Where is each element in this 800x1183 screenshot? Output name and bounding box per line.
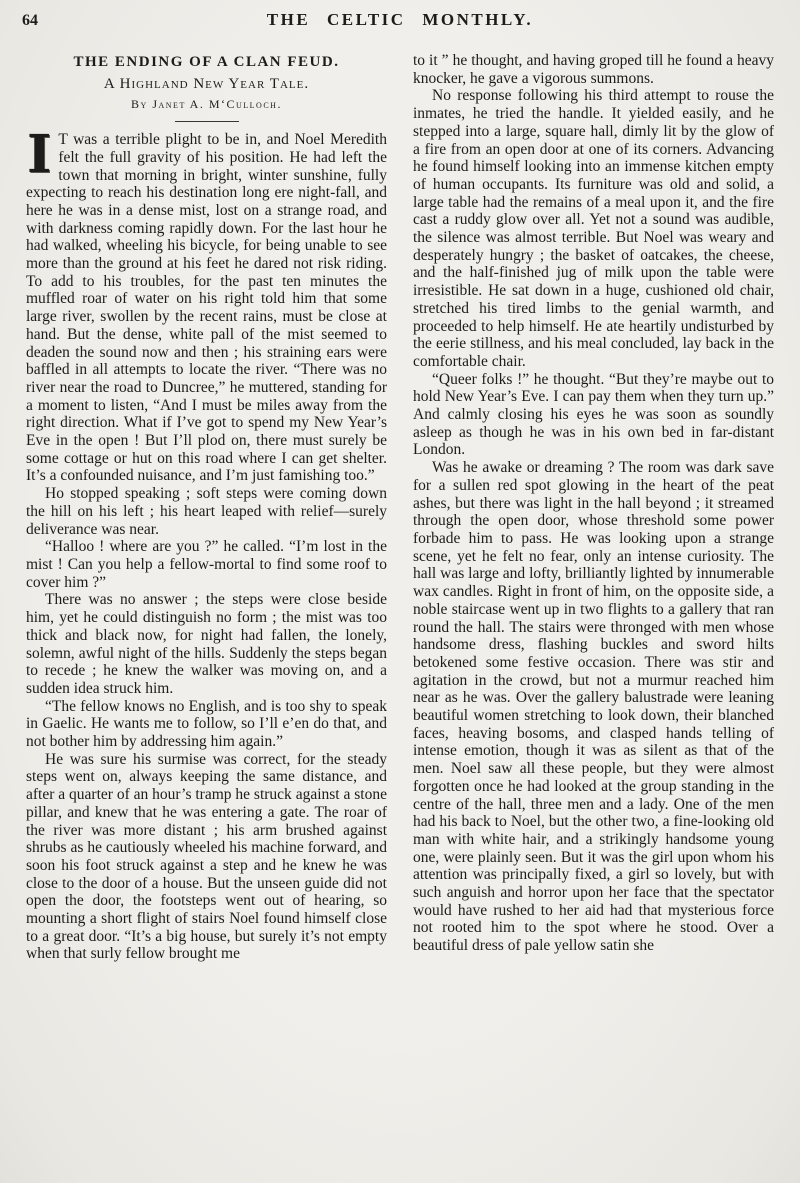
- paragraph: “The fellow knows no English, and is too shy to speak in Gaelic. He wants me to follow, so I’ll e’en do that, and not bother him by addressing him again.”: [26, 697, 387, 751]
- two-column-body: [26, 52, 774, 963]
- paragraph: No response following his third attempt to rouse the inmates, he tried the handle. It yielded easily, and he stepped into a large, square hall, dimly lit by the glow of a fire from an open door at one of its corners. Advancing he found himself looking into an immense kitchen empty of human occupants. Its furniture was old and solid, a large table had the remains of a meal upon it, and the fire cast a ruddy glow over all. Yet not a sound was audible, the silence was almost terrible. But Noel was weary and desperately hungry ; the basket of oatcakes, the cheese, and the half-finished jug of milk upon the table were irresistible. He sat down in a huge, cushioned old chair, stretched his tired limbs to the genial warmth, and proceeded to help himself. He ate heartily undisturbed by the eerie stillness, and his meal concluded, lay back in the comfortable chair.: [413, 87, 774, 370]
- article-byline: By Janet A. M‘Culloch.: [131, 97, 282, 112]
- article-title: THE ENDING OF A CLAN FEUD.: [73, 54, 340, 70]
- paragraph: Ho stopped speaking ; soft steps were coming down the hill on his left ; his heart leaped with relief—surely deliverance was near.: [26, 485, 387, 538]
- article-subtitle: A Highland New Year Tale.: [103, 75, 310, 92]
- paragraph: “Queer folks !” he thought. “But they’re maybe out to hold New Year’s Eve. I can pay them when they turn up.” And calmly closing his eyes he was soon as soundly asleep as though he was in his own bed in far-distant London.: [413, 370, 774, 459]
- paragraph: to it ” he thought, and having groped till he found a heavy knocker, he gave a vigorous summons.: [413, 52, 774, 87]
- paragraph-text: T was a terrible plight to be in, and Noel Meredith felt the full gravity of his position. He had left the town that morning in bright, winter sunshine, fully expecting to reach his destination long ere night-fall, and here he was in a dense mist, lost on a strange road, and with darkness coming rapidly down. For the last hour he had walked, wheeling his bicycle, for being unable to see more than the ground at his feet he dared not risk riding. To add to his troubles, for the past ten minutes the muffled roar of water on his right told him that some large river, swollen by the recent rains, must be close at hand. But the dense, white pall of the mist seemed to deaden the sound now and then ; his straining ears were baffled in all attempts to locate the river. “There was no river near the road to Duncree,” he muttered, standing for a moment to listen, “And I must be miles away from the right direction. What if I’ve got to spend my New Year’s Eve in the open ! But I’ll plod on, there must surely be some cottage or hut on this road where I can get shelter. It’s a confounded nuisance, and I’m just famishing too.”: [26, 131, 387, 485]
- paragraph: There was no answer ; the steps were close beside him, yet he could distinguish no form ; the mist was too thick and black now, for night had fallen, the lonely, solemn, awful night of the hills. Suddenly the steps began to recede ; he knew the walker was moving on, and a sudden idea struck him.: [26, 591, 387, 697]
- paragraph: Was he awake or dreaming ? The room was dark save for a sullen red spot glowing in the heart of the peat ashes, but there was light in the hall beyond ; it streamed through the open door, whose threshold some power forbade him to pass. He was looking upon a strange scene, yet he felt no fear, only an intense curiosity. The hall was large and lofty, brilliantly lighted by innumerable wax candles. Right in front of him, on the opposite side, a noble staircase went up in two flights to a gallery that ran round the hall. The stairs were thronged with men whose handsome dress, flashing buckles and sword hilts betokened some festive occasion. There was stir and agitation in the crowd, but not a murmur reached him near as he was. Over the gallery balustrade were leaning beautiful women stretching to look down, their blanched faces, heaving bosoms, and clasped hands telling of intense emotion, though it was as silent as that of the men. Noel saw all these people, but they were almost forgotten once he had looked at the group standing in the centre of the hall, three men and a lady. One of the men had his back to Noel, but the other two, a fine-looking old man with white hair, and a strikingly handsome young one, were plainly seen. But it was the girl upon whom his attention was principally fixed, a girl so lovely, but with such anguish and horror upon her face that the spectator would have rushed to her aid had that mysterious force not rooted him to the spot where he stood. Over a beautiful dress of pale yellow satin she: [413, 459, 774, 955]
- masthead: THE CELTIC MONTHLY.: [266, 10, 534, 29]
- paragraph: [26, 124, 387, 485]
- right-column: [413, 52, 774, 963]
- page-number: 64: [22, 12, 38, 29]
- drop-cap-initial: I: [27, 124, 52, 186]
- page-header: [22, 10, 774, 36]
- paragraph: He was sure his surmise was correct, for the steady steps went on, always keeping the same distance, and after a quarter of an hour’s tramp he struck against a stone pillar, and knew that he was entering a gate. The roar of the river was more distant ; his arm brushed against shrubs as he cautiously wheeled his machine forward, and soon his foot struck against a step and he knew he was close to the door of a house. But the unseen guide did not open the door, the footsteps went out of hearing, so mounting a short flight of stairs Noel found himself close to a great door. “It’s a big house, but surely it’s not empty when that surly fellow brought me: [26, 750, 387, 963]
- byline-divider: [175, 121, 239, 122]
- paragraph: “Halloo ! where are you ?” he called. “I’m lost in the mist ! Can you help a fellow-mortal to find some roof to cover him ?”: [26, 538, 387, 591]
- left-column: [26, 52, 387, 963]
